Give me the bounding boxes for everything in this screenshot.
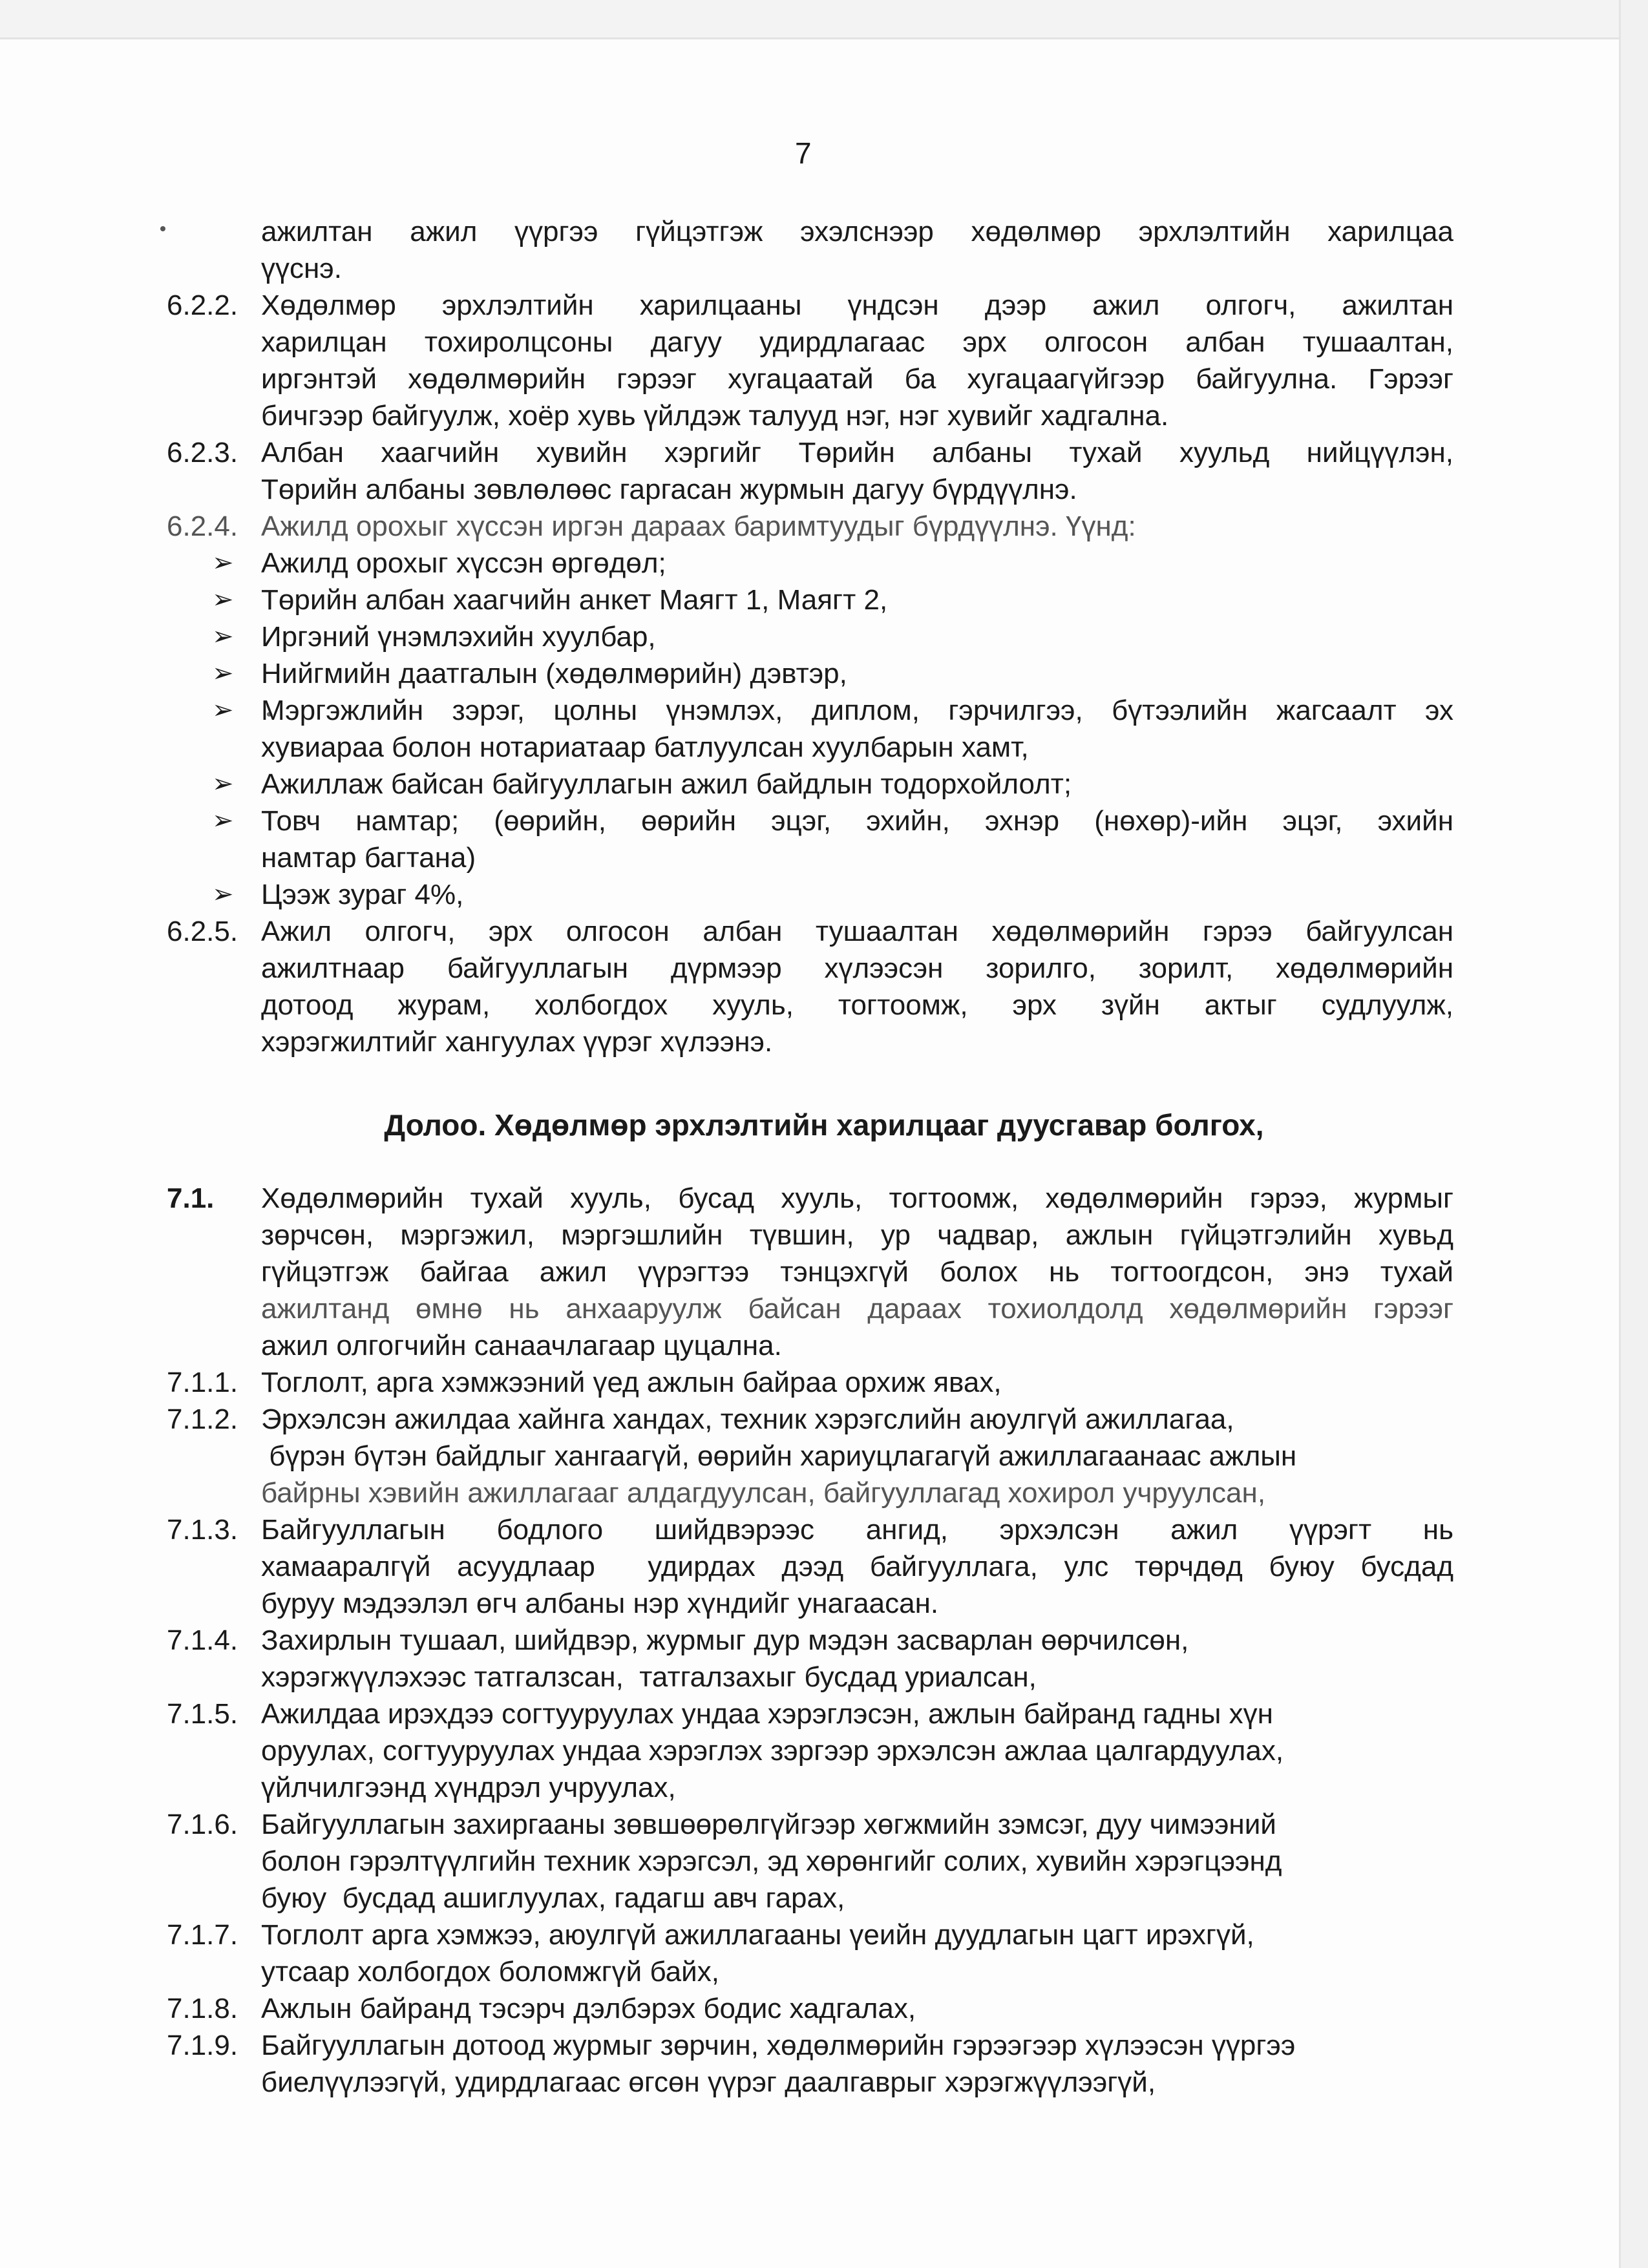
bullet-line: Мэргэжлийн зэрэг, цолны үнэмлэх, диплом, гэрчилгээ, бүтээлийн жагсаалт эх bbox=[261, 695, 1453, 726]
clause-line: Тоглолт, арга хэмжээний үед ажлын байраа орхиж явах, bbox=[261, 1367, 1002, 1398]
page-number: 7 bbox=[795, 136, 812, 170]
clause-line: буюу бусдад ашиглуулах, гадагш авч гарах, bbox=[261, 1882, 845, 1914]
arrow-bullet-icon: ➢ bbox=[212, 880, 234, 908]
clause-line: хамааралгүй асуудлаар удирдах дээд байгууллага, улс төрчдөд буюу бусдад bbox=[261, 1551, 1453, 1582]
bullet-line: Ажилд орохыг хүссэн өргөдөл; bbox=[261, 547, 666, 579]
clause-line: Төрийн албаны зөвлөлөөс гаргасан журмын дагуу бүрдүүлнэ. bbox=[261, 474, 1077, 505]
clause-line: ажил олгогчийн санаачлагаар цуцална. bbox=[261, 1330, 782, 1361]
clause-line: Байгууллагын дотоод журмыг зөрчин, хөдөлмөрийн гэрээгээр хүлээсэн үүргээ bbox=[261, 2030, 1296, 2061]
clause-line: иргэнтэй хөдөлмөрийн гэрээг хугацаатай ба хугацаагүйгээр байгуулна. Гэрээг bbox=[261, 363, 1453, 395]
clause-number: 7.1.4. bbox=[167, 1624, 238, 1656]
clause-line: Ажилдаа ирэхдээ согтууруулах ундаа хэрэглэсэн, ажлын байранд гадны хүн bbox=[261, 1698, 1273, 1730]
arrow-bullet-icon: ➢ bbox=[212, 696, 234, 724]
clause-number: 7.1.1. bbox=[167, 1367, 238, 1398]
clause-number: 6.2.2. bbox=[167, 289, 238, 321]
clause-number: 6.2.4. bbox=[167, 510, 238, 542]
clause-line: дотоод журам, холбогдох хууль, тогтоомж, эрх зүйн актыг судлуулж, bbox=[261, 989, 1453, 1021]
clause-number: 7.1.9. bbox=[167, 2030, 238, 2061]
clause-line: бичгээр байгуулж, хоёр хувь үйлдэж талууд нэг, нэг хувийг хадгална. bbox=[261, 400, 1169, 432]
clause-line: Албан хаагчийн хувийн хэргийг Төрийн албаны тухай хуульд нийцүүлэн, bbox=[261, 437, 1453, 468]
arrow-bullet-icon: ➢ bbox=[212, 622, 234, 651]
clause-number: 6.2.5. bbox=[167, 916, 238, 947]
clause-number: 7.1.7. bbox=[167, 1919, 238, 1951]
paragraph-line: үүснэ. bbox=[261, 253, 342, 284]
clause-line: биелүүлээгүй, удирдлагаас өгсөн үүрэг даалгаврыг хэрэгжүүлээгүй, bbox=[261, 2066, 1156, 2098]
clause-line: гүйцэтгэж байгаа ажил үүрэгтээ тэнцэхгүй болох нь тогтоогдсон, энэ тухай bbox=[261, 1256, 1453, 1288]
clause-number: 7.1. bbox=[167, 1182, 215, 1214]
clause-number: 7.1.3. bbox=[167, 1514, 238, 1546]
scan-speck bbox=[160, 226, 165, 231]
bullet-line: Төрийн албан хаагчийн анкет Маягт 1, Маягт 2, bbox=[261, 584, 888, 616]
clause-line: хэрэгжүүлэхээс татгалзсан, татгалзахыг бусдад уриалсан, bbox=[261, 1661, 1037, 1693]
clause-line: үйлчилгээнд хүндрэл учруулах, bbox=[261, 1772, 676, 1803]
arrow-bullet-icon: ➢ bbox=[212, 585, 234, 614]
clause-line: зөрчсөн, мэргэжил, мэргэшлийн түвшин, ур чадвар, ажлын гүйцэтгэлийн хувьд bbox=[261, 1219, 1453, 1251]
clause-number: 6.2.3. bbox=[167, 437, 238, 468]
bullet-line: намтар багтана) bbox=[261, 842, 476, 874]
clause-line: болон гэрэлтүүлгийн техник хэрэгсэл, эд хөрөнгийг солих, хувийн хэрэгцээнд bbox=[261, 1845, 1282, 1877]
clause-line: байрны хэвийн ажиллагааг алдагдуулсан, байгууллагад хохирол учруулсан, bbox=[261, 1477, 1266, 1509]
arrow-bullet-icon: ➢ bbox=[212, 806, 234, 835]
bullet-line: Нийгмийн даатгалын (хөдөлмөрийн) дэвтэр, bbox=[261, 658, 847, 689]
clause-line: Байгууллагын захиргааны зөвшөөрөлгүйгээр хөгжмийн зэмсэг, дуу чимээний bbox=[261, 1809, 1276, 1840]
clause-line: Захирлын тушаал, шийдвэр, журмыг дур мэдэн засварлан өөрчилсөн, bbox=[261, 1624, 1189, 1656]
clause-number: 7.1.6. bbox=[167, 1809, 238, 1840]
clause-line: хэрэгжилтийг хангуулах үүрэг хүлээнэ. bbox=[261, 1026, 773, 1058]
bullet-line: Товч намтар; (өөрийн, өөрийн эцэг, эхийн, эхнэр (нөхөр)-ийн эцэг, эхийн bbox=[261, 805, 1453, 837]
clause-line: буруу мэдээлэл өгч албаны нэр хүндийг унагаасан. bbox=[261, 1588, 939, 1619]
clause-line: ажилтнаар байгууллагын дүрмээр хүлээсэн зорилго, зорилт, хөдөлмөрийн bbox=[261, 952, 1453, 984]
arrow-bullet-icon: ➢ bbox=[212, 770, 234, 798]
clause-line: харилцан тохиролцсоны дагуу удирдлагаас эрх олгосон албан тушаалтан, bbox=[261, 326, 1453, 358]
clause-line: оруулах, согтууруулах ундаа хэрэглэх зэргээр эрхэлсэн ажлаа цалгардуулах, bbox=[261, 1735, 1284, 1767]
clause-number: 7.1.8. bbox=[167, 1993, 238, 2024]
clause-line: Ажил олгогч, эрх олгосон албан тушаалтан хөдөлмөрийн гэрээ байгуулсан bbox=[261, 916, 1453, 947]
arrow-bullet-icon: ➢ bbox=[212, 659, 234, 688]
bullet-line: хувиараа болон нотариатаар батлуулсан хуулбарын хамт, bbox=[261, 731, 1029, 763]
clause-line: Байгууллагын бодлого шийдвэрээс ангид, эрхэлсэн ажил үүрэгт нь bbox=[261, 1514, 1453, 1546]
bullet-line: Ажиллаж байсан байгууллагын ажил байдлын тодорхойлолт; bbox=[261, 768, 1072, 800]
arrow-bullet-icon: ➢ bbox=[212, 549, 234, 577]
clause-line: бүрэн бүтэн байдлыг хангаагүй, өөрийн хариуцлагагүй ажиллагаанаас ажлын bbox=[261, 1440, 1297, 1472]
scan-top-edge bbox=[0, 0, 1648, 39]
clause-line: Хөдөлмөрийн тухай хууль, бусад хууль, тогтоомж, хөдөлмөрийн гэрээ, журмыг bbox=[261, 1182, 1453, 1214]
clause-line: Ажлын байранд тэсэрч дэлбэрэх бодис хадгалах, bbox=[261, 1993, 916, 2024]
bullet-line: Иргэний үнэмлэхийн хуулбар, bbox=[261, 621, 656, 653]
section-heading: Долоо. Хөдөлмөр эрхлэлтийн харилцааг дуусгавар болгох, bbox=[384, 1108, 1264, 1142]
bullet-line: Цээж зураг 4%, bbox=[261, 879, 464, 910]
paragraph-line: ажилтан ажил үүргээ гүйцэтгэж эхэлснээр хөдөлмөр эрхлэлтийн харилцаа bbox=[261, 216, 1453, 247]
clause-line: Эрхэлсэн ажилдаа хайнга хандах, техник хэрэгслийн аюулгүй ажиллагаа, bbox=[261, 1403, 1234, 1435]
clause-line: Тоглолт арга хэмжээ, аюулгүй ажиллагааны үеийн дуудлагын цагт ирэхгүй, bbox=[261, 1919, 1254, 1951]
clause-line: ажилтанд өмнө нь анхааруулж байсан дараах тохиолдолд хөдөлмөрийн гэрээг bbox=[261, 1293, 1453, 1325]
clause-number: 7.1.2. bbox=[167, 1403, 238, 1435]
clause-line: утсаар холбогдох боломжгүй байх, bbox=[261, 1956, 719, 1988]
clause-number: 7.1.5. bbox=[167, 1698, 238, 1730]
clause-line: Хөдөлмөр эрхлэлтийн харилцааны үндсэн дээр ажил олгогч, ажилтан bbox=[261, 289, 1453, 321]
clause-line: Ажилд орохыг хүссэн иргэн дараах баримтуудыг бүрдүүлнэ. Үүнд: bbox=[261, 510, 1136, 542]
